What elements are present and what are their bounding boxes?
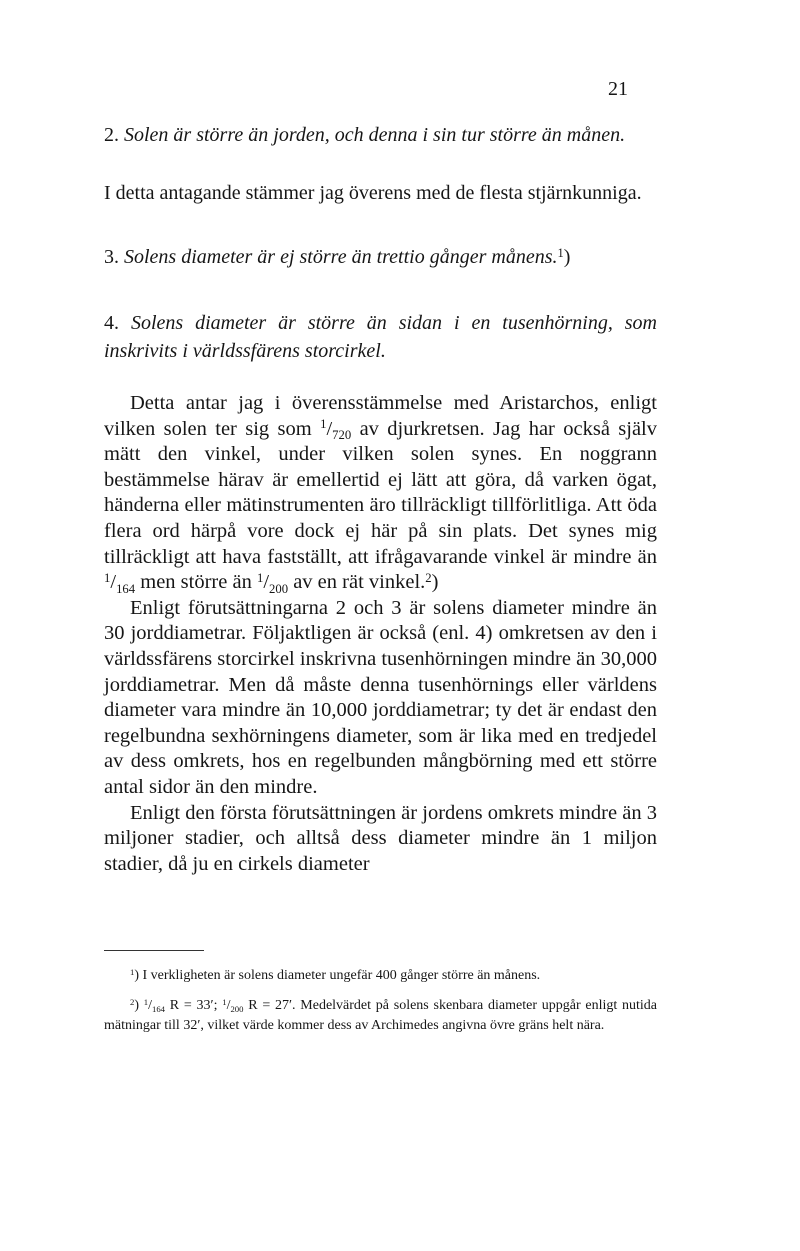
plain-remark <box>104 179 657 207</box>
fraction-numerator: 1 <box>104 570 111 585</box>
fraction-denominator: 164 <box>152 1004 166 1015</box>
footnote-mark: 1 <box>130 966 135 977</box>
footnote-divider <box>104 950 204 951</box>
footnote-text: ) I verkligheten är solens diameter ungefär 400 gånger större än månens. <box>134 968 541 983</box>
fraction: $^1/_{720}$ <box>320 417 352 443</box>
text-run: Detta antar jag i överensstämmelse med Aristarchos, enligt vilken solen ter sig som <box>104 392 657 440</box>
proposition-number: 3. <box>104 246 119 268</box>
fraction: $^1/_{200}$ <box>222 996 244 1015</box>
footnote-text: R = 33′; <box>165 998 223 1013</box>
fraction-denominator: 720 <box>332 428 352 443</box>
footnote-text: R = 27′. Medelvärdet på solens skenbara diameter uppgår enligt nutida mätningar till 32′, vilket värde kommer dess av Archimedes angivna övre gräns helt nära. <box>104 998 657 1033</box>
footnotes <box>104 966 657 1046</box>
footnote-mark: 2 <box>130 996 135 1007</box>
text-run: av en rät vinkel. <box>288 571 426 594</box>
footnote-ref: 2 <box>425 570 432 585</box>
footnote-ref: 1 <box>557 245 564 260</box>
page-number: 21 <box>608 78 628 100</box>
proposition-3 <box>104 243 657 271</box>
fraction-numerator: 1 <box>320 417 327 432</box>
fraction-numerator: 1 <box>256 570 264 585</box>
proposition-number: 2. <box>104 124 119 146</box>
fraction-numerator: 1 <box>143 996 149 1007</box>
fraction-numerator: 1 <box>222 996 227 1007</box>
fraction-denominator: 200 <box>230 1004 244 1015</box>
proposition-2-text <box>104 121 657 149</box>
proposition-number: 4. <box>104 312 119 334</box>
proposition-2 <box>104 121 657 149</box>
footnote-ref-paren: ) <box>431 571 439 594</box>
footnote-text: ) <box>134 998 144 1013</box>
proposition-statement: Solens diameter är större än sidan i en tusenhörning, som inskrivits i världssfärens storcirkel. <box>104 312 657 362</box>
plain-remark-text: I detta antagande stämmer jag överens med de flesta stjärnkunniga. <box>104 182 642 204</box>
proposition-4-text <box>104 309 657 365</box>
fraction: $^1/_{200}$ <box>256 570 289 596</box>
body-paragraph-2: Enligt förutsättningarna 2 och 3 är solens diameter mindre än 30 jorddiametrar. Följaktligen är också (enl. 4) omkretsen av den i världssfärens storcirkel inskrivna tusenhörningen mindre än 30,000 jorddiametrar. Men då måste denna tusenhörnings eller världens diameter vara mindre än 10,000 jorddiametrar; ty det är endast den regelbundna sexhörningens diameter, som är lika med en tredjedel av dess omkrets, hos en regelbunden mångbörning med ett större antal sidor än den mindre. <box>104 596 657 798</box>
text-run: men större än <box>135 571 257 594</box>
body-paragraph-3: Enligt den första förutsättningen är jordens omkrets mindre än 3 miljoner stadier, och alltså dess diameter mindre än 1 miljon stadier, då ju en cirkels diameter <box>104 801 657 875</box>
proposition-statement: Solen är större än jorden, och denna i sin tur större än månen. <box>124 124 626 146</box>
footnote-2 <box>104 996 657 1036</box>
text-run: av djurkretsen. Jag har också själv mätt den vinkel, under vilken solen synes. En noggrann bestämmelse härav är emellertid ej lätt att göra, då varken ögat, händerna eller mätinstrumenten äro tillräckligt tillförlitliga. Att öda flera ord härpå vore dock ej här på sin plats. Det synes mig tillräckligt att hava fastställt, att ifrågavarande vinkel är mindre än <box>104 417 657 568</box>
body-paragraph-1 <box>104 391 657 596</box>
fraction: $^1/_{164}$ <box>104 570 136 596</box>
footnote-1 <box>104 966 657 986</box>
proposition-4 <box>104 309 657 365</box>
proposition-statement: Solens diameter är ej större än trettio gånger månens. <box>124 246 558 268</box>
footnote-ref-paren: ) <box>563 246 571 268</box>
fraction: $^1/_{164}$ <box>143 996 166 1015</box>
fraction-denominator: 200 <box>269 581 289 596</box>
body-text <box>104 391 657 877</box>
proposition-3-text <box>104 243 657 271</box>
fraction-denominator: 164 <box>116 581 136 596</box>
